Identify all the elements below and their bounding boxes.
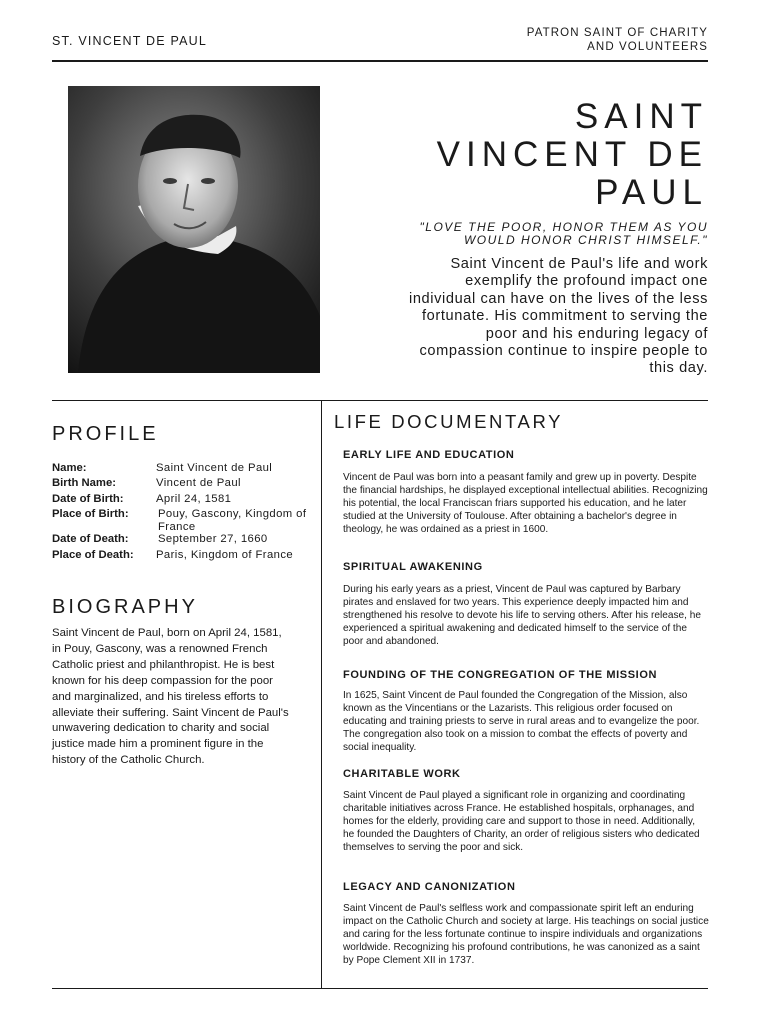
section-text: Saint Vincent de Paul played a significant role in organizing and coordinating charitable initiatives across France. He established hospitals, orphanages, and homes for the elderly, providing care and support to those in need. Additionally, he founded the Daughters of Charity, an order of religious sisters who dedicated themselves to serving the poor and sick. xyxy=(343,790,700,853)
profile-value: April 24, 1581 xyxy=(156,493,232,505)
header-right-line1: PATRON SAINT OF CHARITY xyxy=(526,27,708,39)
profile-label: Date of Birth: xyxy=(52,493,124,505)
section-text: Vincent de Paul was born into a peasant family and grew up in poverty. Despite the financial hardships, he displayed exceptional intellectual abilities. Recognizing his potential, the local Franciscan friars supported his education, and he later studied at the University of Toulouse. After obtaining a bachelor's degree in theology, he was ordained as a priest in 1600. xyxy=(343,472,708,535)
biography-text: Saint Vincent de Paul, born on April 24, 1581, in Pouy, Gascony, was a renowned French Catholic priest and philanthropist. He is best known for his deep compassion for the poor and marginalized, and his tireless efforts to alleviate their suffering. Saint Vincent de Paul's unwavering dedication to charity and social justice made him a prominent figure in the history of the Catholic Church. xyxy=(52,627,289,767)
section-title: FOUNDING OF THE CONGREGATION OF THE MISSION xyxy=(343,669,658,681)
header-right-line2: AND VOLUNTEERS xyxy=(587,41,708,53)
hero-title xyxy=(437,98,708,212)
section-text: Saint Vincent de Paul's selfless work and compassionate spirit left an enduring impact on the Catholic Church and society at large. His teachings on social justice and caring for the less fortunate continue to inspire individuals and organizations worldwide. Recognizing his profound contributions, he was canonized as a saint by Pope Clement XII in 1737. xyxy=(343,903,709,966)
hero-title-line3: PAUL xyxy=(595,173,708,212)
profile-value: Saint Vincent de Paul xyxy=(156,462,273,474)
top-divider xyxy=(52,60,708,62)
hero-intro: Saint Vincent de Paul's life and work exemplify the profound impact one individual can have on the lives of the less fortunate. His commitment to serving the poor and his enduring legacy of compassion continue to inspire people to this day. xyxy=(409,256,708,377)
hero-title-line1: SAINT xyxy=(574,97,708,136)
middle-divider xyxy=(52,400,708,401)
profile-label: Place of Death: xyxy=(52,549,134,561)
profile-heading: PROFILE xyxy=(52,423,159,445)
section-title: LEGACY AND CANONIZATION xyxy=(343,881,516,893)
header-right-tagline xyxy=(527,26,708,54)
profile-value: Pouy, Gascony, Kingdom of France xyxy=(158,508,307,533)
section-title: SPIRITUAL AWAKENING xyxy=(343,561,483,573)
bottom-divider xyxy=(52,988,708,989)
hero-title-line2: VINCENT DE xyxy=(436,135,708,174)
portrait-image xyxy=(68,86,320,373)
documentary-heading: LIFE DOCUMENTARY xyxy=(334,411,564,432)
section-text: In 1625, Saint Vincent de Paul founded the Congregation of the Mission, also known as the Vincentians or the Lazarists. This religious order focused on educating and training priests to serve in rural areas and to evangelize the poor. The congregation also took on a mission to combat the effects of poverty and social inequality. xyxy=(343,690,700,753)
section-text: During his early years as a priest, Vincent de Paul was captured by Barbary pirates and enslaved for two years. This experience deeply impacted him and strengthened his resolve to devote his life to serving others. After his release, he experienced a spiritual awakening and dedicated himself to the service of the poor and abandoned. xyxy=(343,584,701,647)
hero-quote: "LOVE THE POOR, HONOR THEM AS YOU WOULD HONOR CHRIST HIMSELF." xyxy=(419,220,708,247)
profile-label: Date of Death: xyxy=(52,533,129,545)
section-title: CHARITABLE WORK xyxy=(343,768,461,780)
profile-value: Paris, Kingdom of France xyxy=(156,549,294,561)
section-title: EARLY LIFE AND EDUCATION xyxy=(343,449,515,461)
header-left-title: ST. VINCENT DE PAUL xyxy=(52,34,208,48)
profile-label: Birth Name: xyxy=(52,477,117,489)
profile-label: Name: xyxy=(52,462,87,474)
profile-value: September 27, 1660 xyxy=(158,533,268,545)
profile-label: Place of Birth: xyxy=(52,508,129,520)
profile-value: Vincent de Paul xyxy=(156,477,241,489)
column-divider xyxy=(321,400,322,989)
biography-heading: BIOGRAPHY xyxy=(52,596,198,618)
